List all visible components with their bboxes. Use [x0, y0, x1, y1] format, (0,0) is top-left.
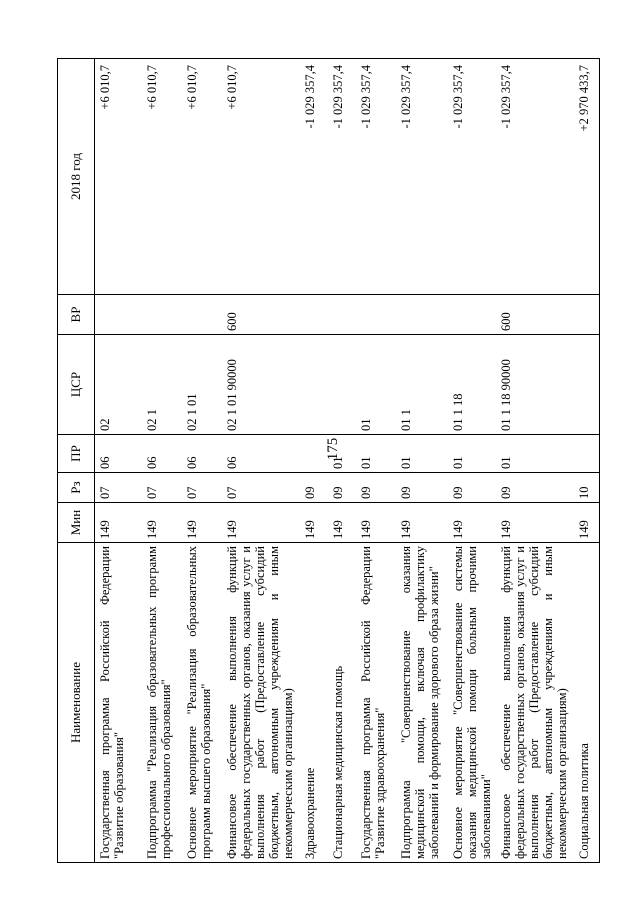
header-name: Наименование: [58, 543, 95, 863]
row-csr: [574, 335, 600, 435]
table-header-row: [58, 59, 95, 863]
header-pr: ПР: [58, 435, 95, 473]
row-name: Основное мероприятие "Совершенствование системы оказания медицинской помощи больным прочими заболеваниями": [448, 543, 496, 863]
row-amount: +6 010,7: [182, 59, 222, 295]
row-rz: 07: [142, 473, 182, 503]
table-row: [328, 59, 356, 863]
row-rz: 09: [356, 473, 396, 503]
row-amount: -1 029 357,4: [328, 59, 356, 295]
row-pr: 01: [496, 435, 574, 473]
row-csr: 02 1 01 90000: [222, 335, 300, 435]
table-row: [496, 59, 574, 863]
row-vr: 600: [222, 295, 300, 335]
row-name: Финансовое обеспечение выполнения функций федеральных государственных органов, оказания услуг и выполнения работ (Предоставление субсидий бюджетным, автономным учреждениям и иным некоммерческим организациям): [222, 543, 300, 863]
row-name: Социальная политика: [574, 543, 600, 863]
row-amount: -1 029 357,4: [300, 59, 328, 295]
row-csr: 01 1 18 90000: [496, 335, 574, 435]
row-amount: -1 029 357,4: [396, 59, 448, 295]
row-vr: [182, 295, 222, 335]
row-amount: -1 029 357,4: [496, 59, 574, 295]
row-pr: [300, 435, 328, 473]
row-vr: [328, 295, 356, 335]
row-name: Подпрограмма "Реализация образовательных программ профессионального образования": [142, 543, 182, 863]
table-row: [95, 59, 142, 863]
row-vr: [95, 295, 142, 335]
row-vr: [448, 295, 496, 335]
row-vr: 600: [496, 295, 574, 335]
row-amount: +6 010,7: [142, 59, 182, 295]
table-row: [182, 59, 222, 863]
row-min: 149: [328, 503, 356, 543]
row-vr: [396, 295, 448, 335]
page-number: 175: [325, 437, 341, 461]
row-pr: 06: [95, 435, 142, 473]
row-pr: 01: [356, 435, 396, 473]
row-vr: [356, 295, 396, 335]
row-pr: 01: [448, 435, 496, 473]
row-csr: [328, 335, 356, 435]
row-csr: 01 1 18: [448, 335, 496, 435]
table-row: [574, 59, 600, 863]
row-min: 149: [574, 503, 600, 543]
row-min: 149: [222, 503, 300, 543]
row-min: 149: [300, 503, 328, 543]
header-year: 2018 год: [58, 59, 95, 295]
row-vr: [300, 295, 328, 335]
row-amount: +6 010,7: [222, 59, 300, 295]
row-min: 149: [95, 503, 142, 543]
row-amount: +2 970 433,7: [574, 59, 600, 295]
row-csr: 01: [356, 335, 396, 435]
header-csr: ЦСР: [58, 335, 95, 435]
row-rz: 07: [95, 473, 142, 503]
row-min: 149: [182, 503, 222, 543]
row-rz: 09: [396, 473, 448, 503]
row-min: 149: [142, 503, 182, 543]
row-csr: 02 1: [142, 335, 182, 435]
row-pr: 06: [182, 435, 222, 473]
row-min: 149: [396, 503, 448, 543]
row-csr: 01 1: [396, 335, 448, 435]
row-vr: [574, 295, 600, 335]
row-rz: 09: [496, 473, 574, 503]
row-csr: 02: [95, 335, 142, 435]
row-rz: 09: [300, 473, 328, 503]
row-name: Здравоохранение: [300, 543, 328, 863]
row-name: Подпрограмма "Совершенствование оказания медицинской помощи, включая профилактику заболеваний и формирование здорового образа жизни": [396, 543, 448, 863]
row-pr: 06: [222, 435, 300, 473]
table-row: [222, 59, 300, 863]
header-vr: ВР: [58, 295, 95, 335]
row-name: Государственная программа Российской Федерации "Развитие здравоохранения": [356, 543, 396, 863]
table-row: [142, 59, 182, 863]
row-name: Финансовое обеспечение выполнения функций федеральных государственных органов, оказания услуг и выполнения работ (Предоставление субсидий бюджетным, автономным учреждениям и иным некоммерческим организациям): [496, 543, 574, 863]
row-name: Государственная программа Российской Федерации "Развитие образования": [95, 543, 142, 863]
table-row: [356, 59, 396, 863]
row-pr: 01: [396, 435, 448, 473]
row-min: 149: [448, 503, 496, 543]
table-row: [396, 59, 448, 863]
budget-table: [57, 58, 600, 863]
row-amount: +6 010,7: [95, 59, 142, 295]
row-rz: 07: [182, 473, 222, 503]
row-rz: 09: [448, 473, 496, 503]
row-csr: 02 1 01: [182, 335, 222, 435]
row-name: Стационарная медицинская помощь: [328, 543, 356, 863]
row-rz: 09: [328, 473, 356, 503]
row-min: 149: [356, 503, 396, 543]
row-amount: -1 029 357,4: [356, 59, 396, 295]
row-rz: 10: [574, 473, 600, 503]
table-row: [300, 59, 328, 863]
row-vr: [142, 295, 182, 335]
row-csr: [300, 335, 328, 435]
row-pr: 06: [142, 435, 182, 473]
row-pr: 01: [328, 435, 356, 473]
row-pr: [574, 435, 600, 473]
row-amount: -1 029 357,4: [448, 59, 496, 295]
row-rz: 07: [222, 473, 300, 503]
row-name: Основное мероприятие "Реализация образовательных программ высшего образования": [182, 543, 222, 863]
header-min: Мин: [58, 503, 95, 543]
table-row: [448, 59, 496, 863]
header-rz: Рз: [58, 473, 95, 503]
row-min: 149: [496, 503, 574, 543]
